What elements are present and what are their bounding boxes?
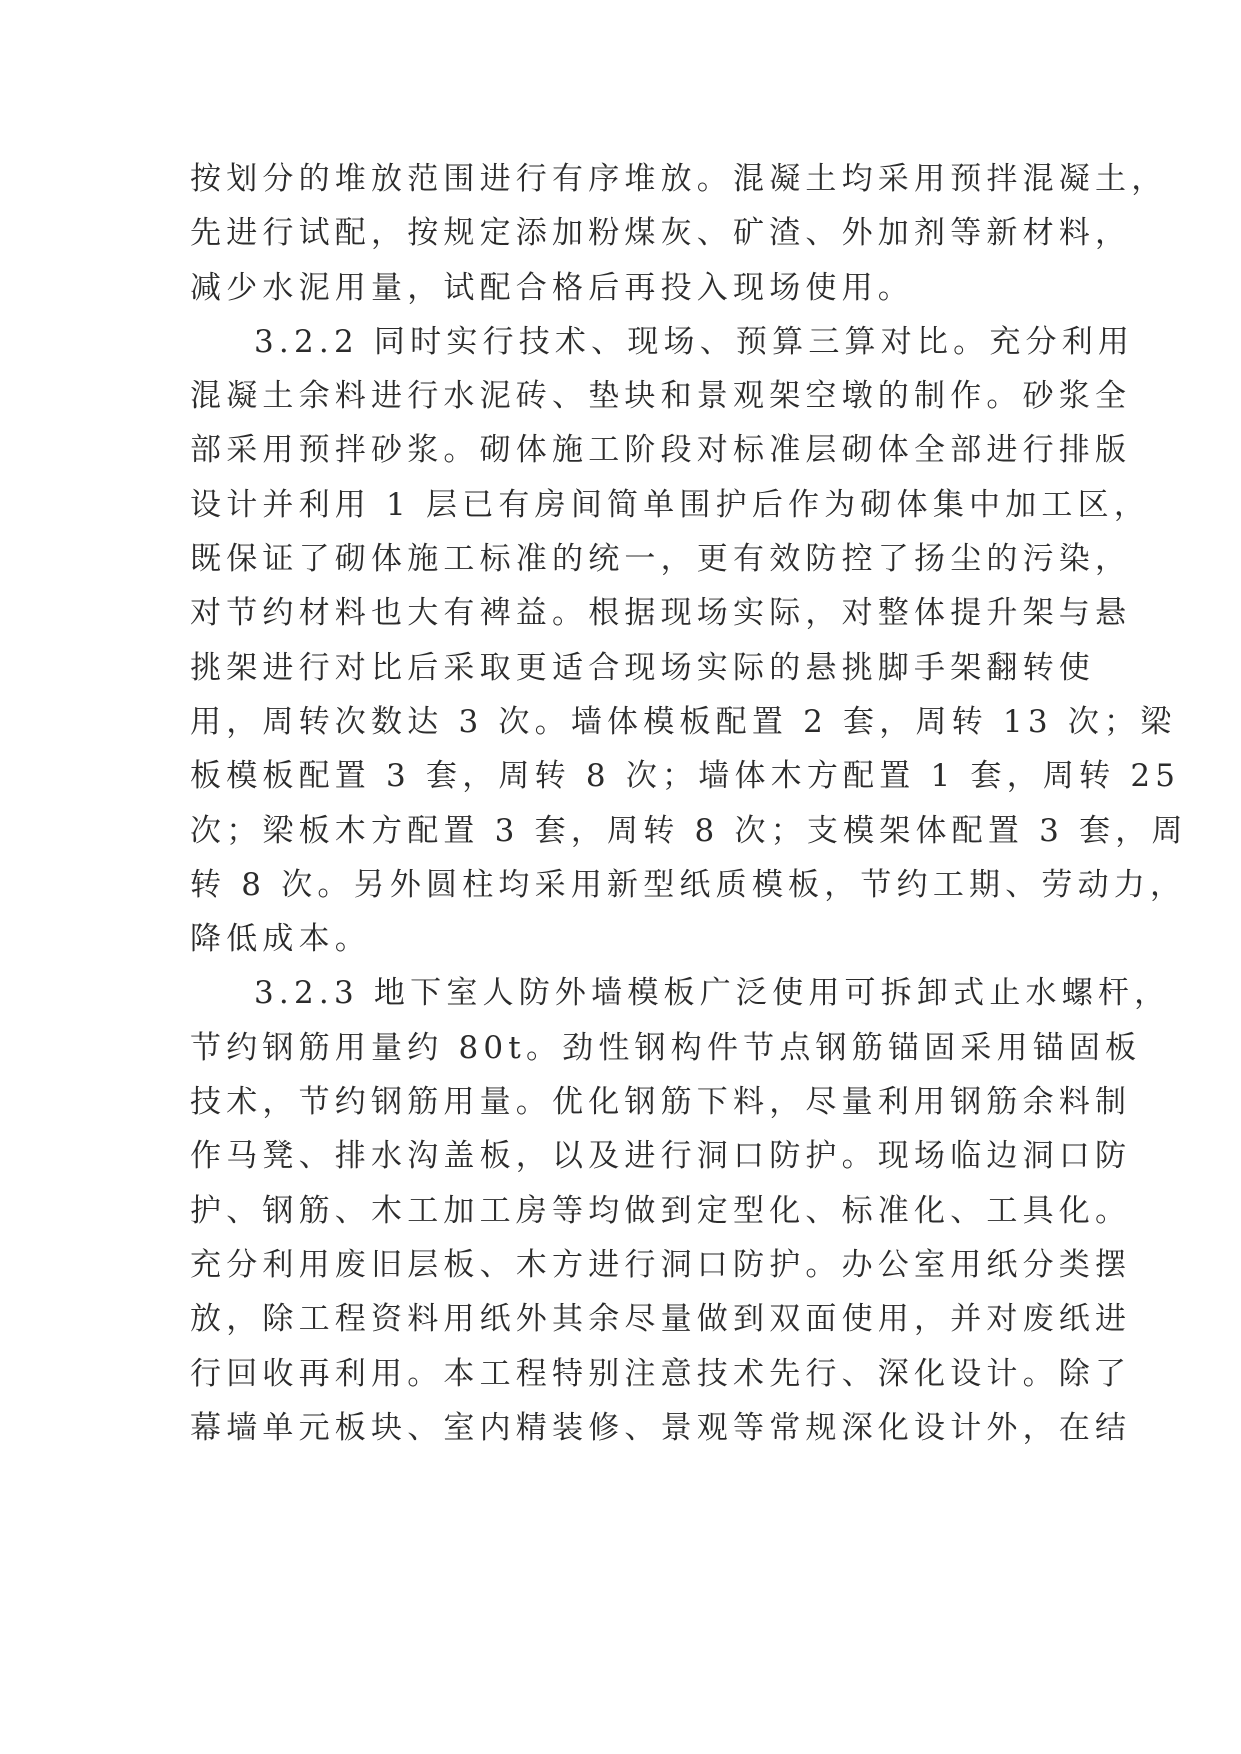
text-line: 节约钢筋用量约 80t。劲性钢构件节点钢筋锚固采用锚固板: [190, 1029, 1142, 1066]
text-line: 降低成本。: [190, 921, 371, 958]
text-line: 先进行试配，按规定添加粉煤灰、矿渣、外加剂等新材料，: [190, 215, 1132, 252]
text-line: 幕墙单元板块、室内精装修、景观等常规深化设计外，在结: [190, 1409, 1132, 1446]
text-line: 对节约材料也大有裨益。根据现场实际，对整体提升架与悬: [190, 595, 1132, 632]
text-line: 按划分的堆放范围进行有序堆放。混凝土均采用预拌混凝土，: [190, 161, 1168, 197]
text-line: 转 8 次。另外圆柱均采用新型纸质模板，节约工期、劳动力，: [190, 866, 1187, 903]
text-line: 挑架进行对比后采取更适合现场实际的悬挑脚手架翻转使: [190, 649, 1095, 686]
text-line: 行回收再利用。本工程特别注意技术先行、深化设计。除了: [190, 1355, 1132, 1392]
text-line: 充分利用废旧层板、木方进行洞口防护。办公室用纸分类摆: [190, 1246, 1132, 1283]
text-line: 板模板配置 3 套，周转 8 次；墙体木方配置 1 套，周转 25: [190, 758, 1181, 795]
text-line: 设计并利用 1 层已有房间简单围护后作为砌体集中加工区，: [190, 486, 1151, 523]
text-line: 用，周转次数达 3 次。墙体模板配置 2 套，周转 13 次；梁: [190, 703, 1177, 740]
text-line: 3.2.2 同时实行技术、现场、预算三算对比。充分利用: [254, 323, 1135, 360]
text-line: 混凝土余料进行水泥砖、垫块和景观架空墩的制作。砂浆全: [190, 378, 1132, 415]
text-line: 既保证了砌体施工标准的统一，更有效防控了扬尘的污染，: [190, 541, 1132, 578]
paragraph-3-2-3: [190, 966, 1171, 1455]
document-body: [190, 152, 1188, 1455]
paragraph-materials: [190, 152, 1168, 315]
text-line: 次；梁板木方配置 3 套，周转 8 次；支模架体配置 3 套，周: [190, 812, 1188, 849]
text-line: 放，除工程资料用纸外其余尽量做到双面使用，并对废纸进: [190, 1301, 1132, 1338]
text-line: 减少水泥用量，试配合格后再投入现场使用。: [190, 269, 914, 306]
text-line: 3.2.3 地下室人防外墙模板广泛使用可拆卸式止水螺杆，: [254, 975, 1171, 1012]
text-line: 作马凳、排水沟盖板，以及进行洞口防护。现场临边洞口防: [190, 1138, 1132, 1175]
paragraph-3-2-2: [190, 315, 1188, 967]
text-line: 护、钢筋、木工加工房等均做到定型化、标准化、工具化。: [190, 1192, 1132, 1229]
text-line: 技术，节约钢筋用量。优化钢筋下料，尽量利用钢筋余料制: [190, 1084, 1132, 1121]
text-line: 部采用预拌砂浆。砌体施工阶段对标准层砌体全部进行排版: [190, 432, 1132, 469]
